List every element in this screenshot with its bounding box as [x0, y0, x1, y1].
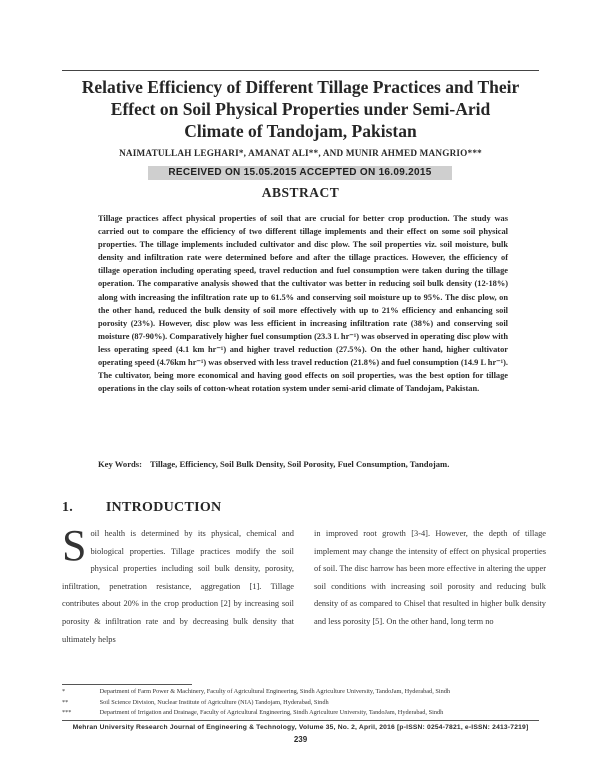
bottom-rule — [62, 720, 539, 721]
footnote — [62, 687, 539, 698]
abstract-text: Tillage practices affect physical properties of soil that are crucial for better crop production. The study was carried out to compare the efficiency of two different tillage implements and their effect on some soil physical properties. The tillage implements included cultivator and disc plow. The soil properties viz. soil moisture, bulk density and infiltration rate were determined before and after the tillage practices. However, the efficiency of tillage operation including operating speed, travel reduction and fuel consumption were taken during the tillage operation. The comparative analysis showed that the cultivator was better in reducing soil bulk density (12-18%) along with increasing the infiltration rate up to 61.5% and conserving soil moisture up to 95%. The disc plow, on the other hand, reduced the bulk density of soil more effectively with up to 21% efficiency and enhancing soil porosity (23%). However, disc plow was less efficient in increasing infiltration rate (38%) and conserving soil moisture (87-90%). Comparatively higher fuel consumption (23.3 L hr⁻¹) was observed in operating disc plow with less operating speed (4.1 km hr⁻¹) and higher travel reduction (27.5%). On the other hand, higher cultivator operating speed (4.76km hr⁻¹) was observed with less travel reduction (21.8%) and fuel consumption (14.9 L hr⁻¹). The cultivator, being more economical and having good effects on soil properties, was the best option for tillage operations in the clay soils of cotton-wheat rotation system under semi-arid climate of Tandojam, Pakistan. — [98, 214, 508, 394]
title-line: Effect on Soil Physical Properties under Semi-Arid — [110, 99, 491, 119]
intro-column-right — [314, 525, 546, 631]
section-number: 1. — [62, 500, 74, 515]
intro-left-text: oil health is determined by its physical, chemical and biological properties. Tillage practices modify the soil physical properties including soil bulk density, porosity, infiltration, penetration resistance, aggregation [1]. Tillage contributes about 20% in the crop production [2] by increasing soil porosity & infiltration rate and by decreasing bulk density that ultimately helps — [62, 529, 294, 644]
intro-column-left — [62, 521, 294, 648]
footnote-text: Department of Farm Power & Machinery, Faculty of Agricultural Engineering, Sindh Agriculture University, TandoJam, Hyderabad, Sindh — [99, 688, 451, 695]
footnote — [62, 708, 539, 719]
footnote-text: Department of Irrigation and Drainage, Faculty of Agricultural Engineering, Sindh Agriculture University, TandoJam, Hyderabad, Sindh — [99, 709, 444, 716]
abstract-heading: ABSTRACT — [261, 185, 340, 200]
intro-right-text: in improved root growth [3-4]. However, the depth of tillage implement may change the intensity of effect on physical properties of soil. The disc harrow has been more effective in altering the upper soil conditions with increasing soil porosity and reducing bulk density of as compared to Chisel that resulted in higher bulk density and less porosity [5]. On the other hand, long term no — [314, 529, 546, 626]
footnote — [62, 698, 539, 709]
keywords-label: Key Words: — [98, 459, 143, 469]
footnote-rule — [62, 684, 192, 685]
authors: NAIMATULLAH LEGHARI*, AMANAT ALI**, AND MUNIR AHMED MANGRIO*** — [119, 148, 482, 158]
drop-cap: S — [62, 521, 87, 570]
footnote-text: Soil Science Division, Nuclear Institute of Agriculture (NIA) Tandojam, Hyderabad, Sindh — [99, 698, 329, 706]
received-banner: RECEIVED ON 15.05.2015 ACCEPTED ON 16.09.2015 — [148, 166, 452, 180]
footnotes — [62, 687, 539, 719]
page-number: 239 — [293, 735, 308, 744]
footnote-mark: *** — [62, 709, 72, 716]
section-heading — [62, 500, 221, 516]
keywords-list: Tillage, Efficiency, Soil Bulk Density, Soil Porosity, Fuel Consumption, Tandojam. — [150, 459, 450, 469]
footnote-mark: * — [62, 688, 66, 695]
paper-title — [62, 76, 539, 142]
title-line: Relative Efficiency of Different Tillage Practices and Their — [81, 77, 520, 97]
keywords — [98, 459, 508, 469]
top-rule — [62, 70, 539, 71]
title-line: Climate of Tandojam, Pakistan — [184, 121, 417, 141]
journal-citation: Mehran University Research Journal of Engineering & Technology, Volume 35, No. 2, April, 2016 [p-ISSN: 0254-7821, e-ISSN: 2413-7219] — [72, 724, 529, 731]
footnote-mark: ** — [62, 698, 69, 706]
section-title: INTRODUCTION — [105, 500, 222, 515]
